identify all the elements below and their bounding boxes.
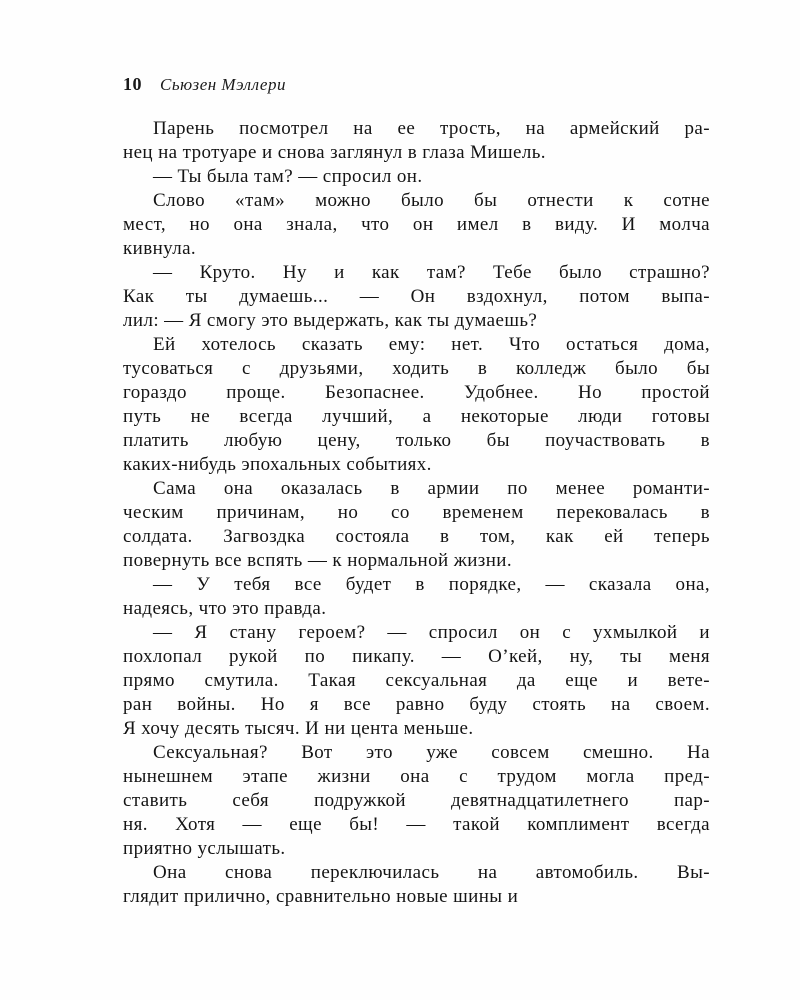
- running-head-author: Сьюзен Мэллери: [160, 75, 286, 94]
- text-line: Сексуальная? Вот это уже совсем смешно. На: [153, 742, 710, 763]
- text-line: глядит прилично, сравнительно новые шины и: [123, 886, 519, 907]
- text-line: гораздо проще. Безопаснее. Удобнее. Но простой: [123, 382, 710, 403]
- text-line: Я хочу десять тысяч. И ни цента меньше.: [123, 718, 474, 739]
- paragraph: [123, 117, 710, 165]
- text-line: повернуть все вспять — к нормальной жизни.: [123, 550, 512, 571]
- text-line: ня. Хотя — еще бы! — такой комплимент всегда: [123, 814, 710, 835]
- text-line: каких-нибудь эпохальных событиях.: [123, 454, 432, 475]
- paragraph: [123, 261, 710, 333]
- text-line: приятно услышать.: [123, 838, 286, 859]
- text-line: Ей хотелось сказать ему: нет. Что остаться дома,: [153, 334, 710, 355]
- text-line: мест, но она знала, что он имел в виду. И молча: [123, 214, 710, 235]
- paragraph: [123, 189, 710, 261]
- paragraph: [123, 861, 710, 909]
- text-line: лил: — Я смогу это выдержать, как ты думаешь?: [123, 310, 538, 331]
- paragraph: [123, 741, 710, 861]
- text-line: путь не всегда лучший, а некоторые люди готовы: [123, 406, 710, 427]
- text-line: Парень посмотрел на ее трость, на армейский ра-: [153, 118, 710, 139]
- text-line: ставить себя подружкой девятнадцатилетнего пар-: [123, 790, 710, 811]
- text-line: — Я стану героем? — спросил он с ухмылкой и: [153, 622, 710, 643]
- text-line: — У тебя все будет в порядке, — сказала она,: [153, 574, 710, 595]
- text-line: нец на тротуаре и снова заглянул в глаза Мишель.: [123, 142, 546, 163]
- text-line: — Круто. Ну и как там? Тебе было страшно?: [153, 262, 710, 283]
- paragraph: [123, 165, 710, 189]
- paragraph: [123, 621, 710, 741]
- text-line: прямо смутила. Такая сексуальная да еще и вете-: [123, 670, 710, 691]
- text-line: тусоваться с друзьями, ходить в колледж было бы: [123, 358, 710, 379]
- text-line: ран войны. Но я все равно буду стоять на своем.: [123, 694, 710, 715]
- page-number: 10: [123, 74, 142, 94]
- text-line: кивнула.: [123, 238, 197, 259]
- text-line: ческим причинам, но со временем перековалась в: [123, 502, 710, 523]
- text-line: платить любую цену, только бы поучаствовать в: [123, 430, 710, 451]
- paragraph: [123, 333, 710, 477]
- paragraph: [123, 573, 710, 621]
- body-text: [123, 117, 710, 909]
- text-line: солдата. Загвоздка состояла в том, как ей теперь: [123, 526, 710, 547]
- text-line: Сама она оказалась в армии по менее романти-: [153, 478, 710, 499]
- text-line: — Ты была там? — спросил он.: [153, 166, 423, 187]
- running-head: [123, 74, 710, 95]
- paragraph: [123, 477, 710, 573]
- text-block: [123, 74, 710, 909]
- text-line: надеясь, что это правда.: [123, 598, 327, 619]
- text-line: Как ты думаешь... — Он вздохнул, потом выпа-: [123, 286, 710, 307]
- text-line: Она снова переключилась на автомобиль. Вы-: [153, 862, 710, 883]
- text-line: нынешнем этапе жизни она с трудом могла пред-: [123, 766, 710, 787]
- text-line: похлопал рукой по пикапу. — О’кей, ну, ты меня: [123, 646, 710, 667]
- text-line: Слово «там» можно было бы отнести к сотне: [153, 190, 710, 211]
